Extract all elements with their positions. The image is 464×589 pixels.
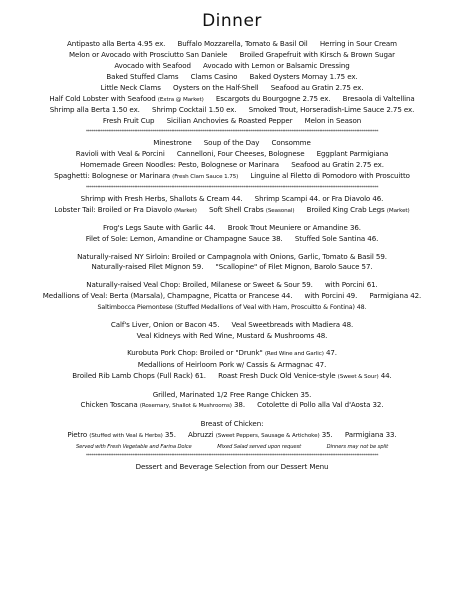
- veal-row: [4, 291, 460, 302]
- menu-item: Cannelloni, Four Cheeses, Bolognese: [176, 149, 305, 159]
- menu-item: Frog's Legs Saute with Garlic 44.: [103, 223, 216, 233]
- appetizer-row: [4, 50, 460, 61]
- menu-item-price: 35.: [321, 429, 333, 439]
- menu-item: Veal Sweetbreads with Madiera 48.: [231, 320, 354, 330]
- menu-item: Avocado with Lemon or Balsamic Dressing: [203, 60, 350, 70]
- seafood-row: [4, 205, 460, 217]
- menu-item: Fresh Fruit Cup: [102, 116, 155, 126]
- menu-item: Calf's Liver, Onion or Bacon 45.: [110, 320, 220, 330]
- menu-item: Filet of Sole: Lemon, Amandine or Champagne Sauce 38.: [85, 234, 283, 244]
- menu-item: Smoked Trout, Horseradish-Lime Sauce 2.75 ex.: [248, 105, 415, 115]
- breast-title: [4, 419, 460, 430]
- section-divider: **************************************************************************************************************************************************************: [85, 185, 379, 191]
- menu-item: with Porcini 61.: [324, 279, 378, 289]
- menu-item: Consomme: [271, 138, 311, 148]
- fish-row: [4, 223, 460, 234]
- section-divider: **************************************************************************************************************************************************************: [85, 130, 379, 136]
- footnote: Served with Fresh Vegetable and Farina Dolce: [75, 443, 192, 450]
- breast-row: [4, 430, 460, 442]
- menu-item: [127, 348, 337, 357]
- menu-item: Grilled, Marinated 1/2 Free Range Chicken 35.: [152, 389, 312, 399]
- menu-item: Broiled Grapefruit with Kirsch & Brown Sugar: [239, 49, 395, 59]
- menu-item: Melon in Season: [304, 116, 362, 126]
- menu-item-price: 44.: [380, 371, 392, 381]
- menu-item: Medallions of Veal: Berta (Marsala), Champagne, Picatta or Francese 44.: [42, 290, 293, 300]
- menu-item: "Scallopine" of Filet Mignon, Barolo Sauce 57.: [215, 262, 373, 272]
- menu-item: Veal Kidneys with Red Wine, Mustard & Mushrooms 48.: [136, 330, 328, 340]
- offal-row: [4, 320, 460, 331]
- appetizer-row: [4, 61, 460, 72]
- pork-row: [4, 348, 460, 360]
- menu-item-note: (Market): [174, 207, 197, 214]
- menu-item: Bresaola di Valtellina: [342, 93, 415, 103]
- pasta-row: [4, 171, 460, 183]
- appetizer-row: [4, 83, 460, 94]
- menu-item: Shrimp Scampi 44. or Fra Diavolo 46.: [254, 193, 384, 203]
- menu-item: [209, 205, 294, 214]
- menu-item: Little Neck Clams: [100, 82, 161, 92]
- menu-item-note: (Sweet & Sour): [337, 374, 379, 381]
- menu-item: [54, 171, 238, 180]
- menu-title: Dinner: [202, 11, 262, 31]
- menu-item-name: Roast Fresh Duck Old Venice-style: [218, 371, 336, 381]
- menu-item: Herring in Sour Cream: [319, 39, 397, 48]
- menu-item-note: (Fresh Clam Sauce 1.75): [172, 173, 239, 180]
- menu-item-name: Chicken Toscana: [80, 400, 138, 410]
- menu-item: Antipasto alla Berta 4.95 ex.: [67, 39, 166, 48]
- appetizer-row: [4, 72, 460, 83]
- menu-item: [307, 205, 410, 214]
- menu-item: Parmigiana 42.: [369, 290, 422, 300]
- menu-item: Seafood au Gratin 2.75 ex.: [270, 82, 364, 92]
- veal-row: [4, 302, 460, 314]
- menu-item: [218, 371, 392, 380]
- beef-row: [4, 262, 460, 273]
- menu-item: Naturally-raised NY Sirloin: Broiled or Campagnola with Onions, Garlic, Tomato & Basil 59.: [77, 251, 387, 261]
- menu-item: Avocado with Seafood: [114, 60, 191, 70]
- menu-item: Naturally-raised Filet Mignon 59.: [91, 262, 204, 272]
- menu-item: [49, 94, 203, 103]
- footnote: Mixed Salad served upon request: [217, 443, 302, 450]
- menu-item: [67, 430, 176, 439]
- chicken-row: [4, 390, 460, 401]
- veal-row: [4, 280, 460, 291]
- menu-item-price: 35.: [164, 429, 176, 439]
- menu-item-price: 47.: [325, 348, 337, 358]
- menu-item-name: Abruzzi: [188, 429, 214, 439]
- appetizer-row: [4, 116, 460, 127]
- menu-item: Naturally-raised Veal Chop: Broiled, Milanese or Sweet & Sour 59.: [86, 279, 313, 289]
- beef-row: [4, 252, 460, 263]
- menu-item: [81, 400, 245, 409]
- soup-row: [4, 138, 460, 149]
- menu-item-note: (Stuffed with Veal & Herbs): [89, 432, 163, 439]
- menu-item: Homemade Green Noodles: Pesto, Bolognese or Marinara: [80, 160, 280, 170]
- menu-item-name: Broiled King Crab Legs: [306, 204, 385, 214]
- menu-item-name: Pietro: [67, 429, 88, 439]
- menu-item: Clams Casino: [190, 71, 238, 81]
- menu-item-name: Kurobuta Pork Chop: Broiled or "Drunk": [127, 348, 263, 358]
- menu-item: Eggplant Parmigiana: [316, 149, 389, 159]
- menu-item: Minestrone: [153, 138, 192, 148]
- menu-item-name: Half Cold Lobster with Seafood: [49, 93, 156, 103]
- menu-item-note: (Sweet Peppers, Sausage & Artichoke): [215, 432, 320, 439]
- menu-item: Ravioli with Veal & Porcini: [75, 149, 165, 159]
- appetizer-row: [4, 105, 460, 116]
- menu-item: Parmigiana 33.: [344, 429, 397, 439]
- menu-item: Brook Trout Meuniere or Amandine 36.: [227, 223, 361, 233]
- menu-item: [188, 430, 333, 439]
- lamb-duck-row: [4, 371, 460, 383]
- menu-item: Saltimbocca Piemontese (Stuffed Medallions of Veal with Ham, Proscuitto & Fontina) 48.: [97, 303, 367, 311]
- menu-item: Sicilian Anchovies & Roasted Pepper: [166, 116, 293, 126]
- menu-item: Broiled Rib Lamb Chops (Full Rack) 61.: [72, 371, 206, 381]
- menu-item: Melon or Avocado with Prosciutto San Daniele: [69, 49, 228, 59]
- offal-row: [4, 331, 460, 342]
- section-heading: Breast of Chicken:: [200, 418, 264, 428]
- menu-item: Medallions of Heirloom Pork w/ Cassis & Armagnac 47.: [137, 360, 327, 370]
- menu-item: Escargots du Bourgogne 2.75 ex.: [215, 93, 331, 103]
- menu-item-note: (Rosemary, Shallot & Mushrooms): [139, 403, 232, 410]
- menu-item-note: (Seasonal): [265, 207, 295, 214]
- menu-item: Cotolette di Pollo alla Val d'Aosta 32.: [257, 400, 384, 410]
- menu-item-note: (Extra @ Market): [157, 96, 204, 103]
- menu-item-note: (Red Wine and Garlic): [264, 351, 324, 358]
- menu-item: Baked Stuffed Clams: [106, 71, 179, 81]
- menu-item: Seafood au Gratin 2.75 ex.: [291, 160, 384, 170]
- menu-item: Shrimp alla Berta 1.50 ex.: [49, 105, 140, 115]
- dessert-note: Dessert and Beverage Selection from our Dessert Menu: [135, 461, 329, 471]
- menu-item: Linguine al Filetto di Pomodoro with Proscuitto: [250, 170, 410, 180]
- chicken-row: [4, 400, 460, 412]
- pasta-row: [4, 149, 460, 160]
- fish-row: [4, 234, 460, 245]
- section-divider: **************************************************************************************************************************************************************: [85, 453, 379, 459]
- menu-item: Stuffed Sole Santina 46.: [294, 234, 379, 244]
- seafood-row: [4, 194, 460, 205]
- menu-item-price: 38.: [234, 400, 245, 410]
- menu-item: Baked Oysters Mornay 1.75 ex.: [249, 71, 358, 81]
- menu-item: Oysters on the Half-Shell: [172, 82, 259, 92]
- menu-item: Soup of the Day: [203, 138, 260, 148]
- dessert-row: [4, 462, 460, 473]
- menu-item: Shrimp with Fresh Herbs, Shallots & Cream 44.: [80, 193, 243, 203]
- menu-item: with Porcini 49.: [304, 290, 358, 300]
- menu-item-name: Soft Shell Crabs: [208, 204, 264, 214]
- footnote-row: [4, 442, 460, 453]
- appetizer-row: [4, 94, 460, 106]
- footnote: Dinners may not be split: [326, 443, 389, 450]
- menu-item: Shrimp Cocktail 1.50 ex.: [151, 105, 237, 115]
- menu-item-name: Lobster Tail: Broiled or Fra Diavolo: [54, 204, 172, 214]
- pasta-row: [4, 160, 460, 171]
- menu-item-note: (Market): [386, 207, 410, 214]
- pork-row: [4, 360, 460, 371]
- appetizer-row: [4, 39, 460, 50]
- menu-item: Buffalo Mozzarella, Tomato & Basil Oil: [177, 39, 308, 48]
- menu-item-name: Spaghetti: Bolognese or Marinara: [54, 170, 170, 180]
- menu-item: [54, 205, 196, 214]
